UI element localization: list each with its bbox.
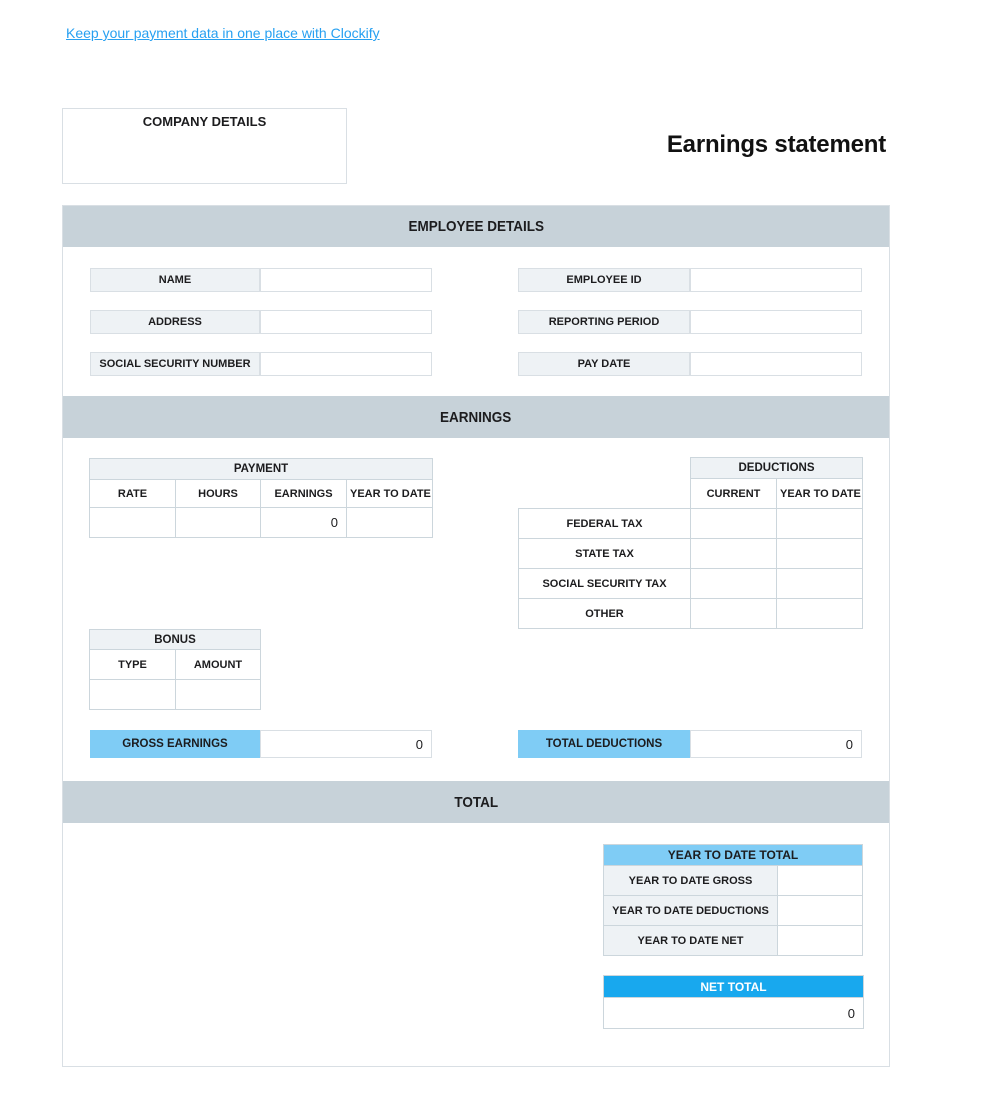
ytd-deductions-label: YEAR TO DATE DEDUCTIONS — [604, 896, 778, 926]
federal-tax-current-cell[interactable] — [691, 509, 777, 539]
section-header-earnings — [63, 396, 889, 438]
deductions-col-year-to-date: YEAR TO DATE — [777, 479, 863, 509]
reporting-period-label: REPORTING PERIOD — [518, 310, 690, 334]
net-total-title: NET TOTAL — [604, 976, 864, 998]
payment-table — [89, 458, 433, 538]
other-deduction-ytd-cell[interactable] — [777, 599, 863, 629]
ytd-deductions-cell[interactable] — [778, 896, 863, 926]
name-label: NAME — [90, 268, 260, 292]
statement-container — [62, 205, 890, 1067]
ytd-net-label: YEAR TO DATE NET — [604, 926, 778, 956]
bonus-table-title: BONUS — [90, 630, 261, 650]
section-header-total — [63, 781, 889, 823]
name-field[interactable] — [260, 268, 432, 292]
section-header-employee-details — [63, 206, 889, 247]
clockify-promo-link[interactable]: Keep your payment data in one place with Clockify — [66, 25, 380, 41]
payment-hours-cell[interactable] — [176, 508, 261, 538]
social-security-number-field[interactable] — [260, 352, 432, 376]
deductions-col-current: CURRENT — [691, 479, 777, 509]
bonus-type-cell[interactable] — [90, 680, 176, 710]
deductions-table-title: DEDUCTIONS — [691, 458, 863, 479]
social-security-tax-label: SOCIAL SECURITY TAX — [519, 569, 691, 599]
address-field[interactable] — [260, 310, 432, 334]
address-label: ADDRESS — [90, 310, 260, 334]
payment-table-title: PAYMENT — [90, 459, 433, 480]
federal-tax-ytd-cell[interactable] — [777, 509, 863, 539]
employee-id-field[interactable] — [690, 268, 862, 292]
pay-date-label: PAY DATE — [518, 352, 690, 376]
section-header-total-label: TOTAL — [454, 793, 498, 811]
state-tax-current-cell[interactable] — [691, 539, 777, 569]
payment-col-earnings: EARNINGS — [261, 480, 347, 508]
bonus-col-type: TYPE — [90, 650, 176, 680]
deductions-table — [518, 457, 863, 629]
company-details-heading: COMPANY DETAILS — [142, 114, 267, 129]
gross-earnings-label: GROSS EARNINGS — [90, 730, 260, 758]
total-deductions-label: TOTAL DEDUCTIONS — [518, 730, 690, 758]
page-title: Earnings statement — [666, 131, 886, 158]
bonus-amount-cell[interactable] — [176, 680, 261, 710]
payment-col-year-to-date: YEAR TO DATE — [347, 480, 433, 508]
company-details-box[interactable] — [62, 108, 347, 184]
payment-rate-cell[interactable] — [90, 508, 176, 538]
social-security-number-label: SOCIAL SECURITY NUMBER — [90, 352, 260, 376]
other-deduction-current-cell[interactable] — [691, 599, 777, 629]
bonus-col-amount: AMOUNT — [176, 650, 261, 680]
state-tax-ytd-cell[interactable] — [777, 539, 863, 569]
section-header-employee-details-label: EMPLOYEE DETAILS — [408, 218, 544, 235]
other-deduction-label: OTHER — [519, 599, 691, 629]
pay-date-field[interactable] — [690, 352, 862, 376]
payment-earnings-cell[interactable]: 0 — [261, 508, 347, 538]
payment-col-rate: RATE — [90, 480, 176, 508]
ytd-net-cell[interactable] — [778, 926, 863, 956]
social-security-tax-ytd-cell[interactable] — [777, 569, 863, 599]
year-to-date-total-title: YEAR TO DATE TOTAL — [604, 845, 863, 866]
gross-earnings-value[interactable]: 0 — [260, 730, 432, 758]
state-tax-label: STATE TAX — [519, 539, 691, 569]
net-total-table — [603, 975, 864, 1029]
net-total-cell[interactable]: 0 — [604, 998, 864, 1029]
year-to-date-total-table — [603, 844, 863, 956]
reporting-period-field[interactable] — [690, 310, 862, 334]
deductions-spacer — [519, 458, 691, 479]
section-header-earnings-label: EARNINGS — [440, 408, 512, 426]
social-security-tax-current-cell[interactable] — [691, 569, 777, 599]
payment-col-hours: HOURS — [176, 480, 261, 508]
payment-year-to-date-cell[interactable] — [347, 508, 433, 538]
bonus-table — [89, 629, 261, 710]
deductions-spacer — [519, 479, 691, 509]
employee-id-label: EMPLOYEE ID — [518, 268, 690, 292]
total-deductions-value[interactable]: 0 — [690, 730, 862, 758]
federal-tax-label: FEDERAL TAX — [519, 509, 691, 539]
ytd-gross-label: YEAR TO DATE GROSS — [604, 866, 778, 896]
ytd-gross-cell[interactable] — [778, 866, 863, 896]
